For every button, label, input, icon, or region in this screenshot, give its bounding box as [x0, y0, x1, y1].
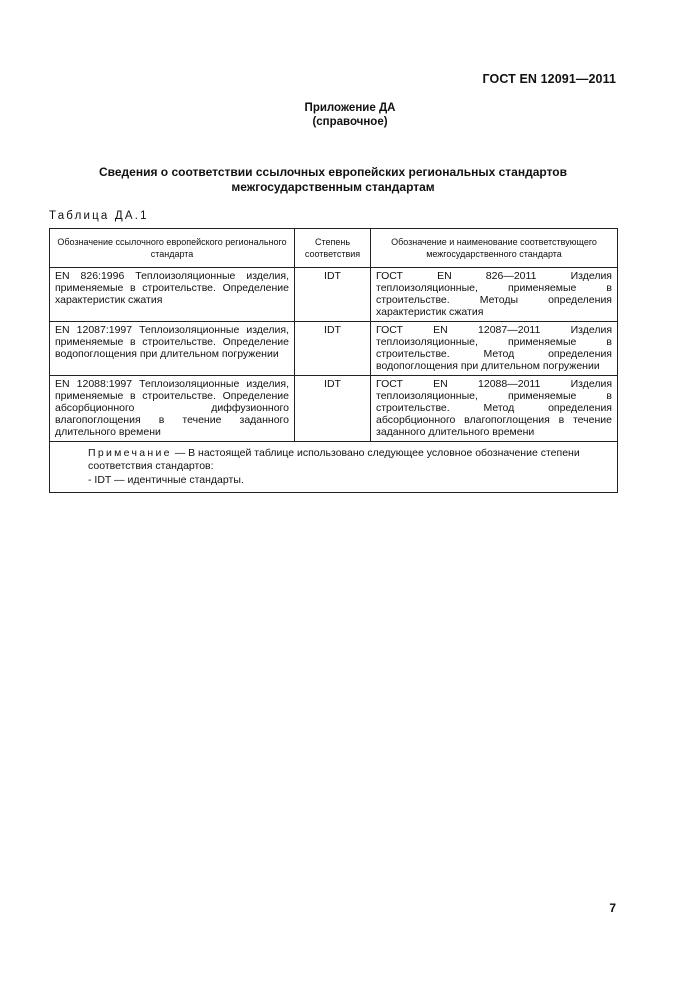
- interstate-standard-cell: ГОСТ EN 12087—2011 Изделия теплоизоляционные, применяемые в строительстве. Метод определения водопоглощения при длительном погружении: [371, 322, 618, 376]
- table-row: [50, 268, 618, 322]
- annex-title: Приложение ДА: [304, 102, 396, 114]
- column-header-interstate: Обозначение и наименование соответствующего межгосударственного стандарта: [371, 229, 618, 268]
- note-item: - IDT — идентичные стандарты.: [88, 474, 244, 486]
- reference-standard-cell: EN 12087:1997 Теплоизоляционные изделия, применяемые в строительстве. Определение водопоглощения при длительном погружении: [50, 322, 295, 376]
- degree-cell: IDT: [295, 322, 371, 376]
- table-header-row: [50, 229, 618, 268]
- table-caption: Таблица ДА.1: [49, 210, 149, 222]
- table-row: [50, 322, 618, 376]
- degree-cell: IDT: [295, 376, 371, 442]
- note-text: — В настоящей таблице использовано следующее условное обозначение степени соответствия стандартов:: [88, 447, 580, 472]
- table-note: [50, 442, 618, 493]
- interstate-standard-cell: ГОСТ EN 826—2011 Изделия теплоизоляционные, применяемые в строительстве. Методы определения характеристик сжатия: [371, 268, 618, 322]
- note-label: Примечание: [88, 447, 172, 459]
- document-code: ГОСТ EN 12091—2011: [482, 72, 616, 86]
- annex-subtitle: (справочное): [312, 116, 388, 128]
- reference-standard-cell: EN 826:1996 Теплоизоляционные изделия, применяемые в строительстве. Определение характеристик сжатия: [50, 268, 295, 322]
- table-row: [50, 376, 618, 442]
- note-lead-line: [58, 447, 611, 473]
- section-heading-line1: Сведения о соответствии ссылочных европейских региональных стандартов: [99, 165, 567, 179]
- correspondence-table-wrapper: [49, 228, 617, 493]
- section-heading: [0, 165, 666, 195]
- page-number: 7: [609, 901, 616, 915]
- column-header-reference: Обозначение ссылочного европейского регионального стандарта: [50, 229, 295, 268]
- reference-standard-cell: EN 12088:1997 Теплоизоляционные изделия, применяемые в строительстве. Определение абсорбционного диффузионного влагопоглощения в течение заданного длительного времени: [50, 376, 295, 442]
- section-heading-line2: межгосударственным стандартам: [231, 180, 435, 194]
- column-header-degree: Степень соответствия: [295, 229, 371, 268]
- interstate-standard-cell: ГОСТ EN 12088—2011 Изделия теплоизоляционные, применяемые в строительстве. Метод определения абсорбционного влагопоглощения в течение заданного длительного времени: [371, 376, 618, 442]
- degree-cell: IDT: [295, 268, 371, 322]
- table-note-row: [50, 442, 618, 493]
- annex-header: [0, 101, 700, 129]
- correspondence-table: [49, 228, 618, 493]
